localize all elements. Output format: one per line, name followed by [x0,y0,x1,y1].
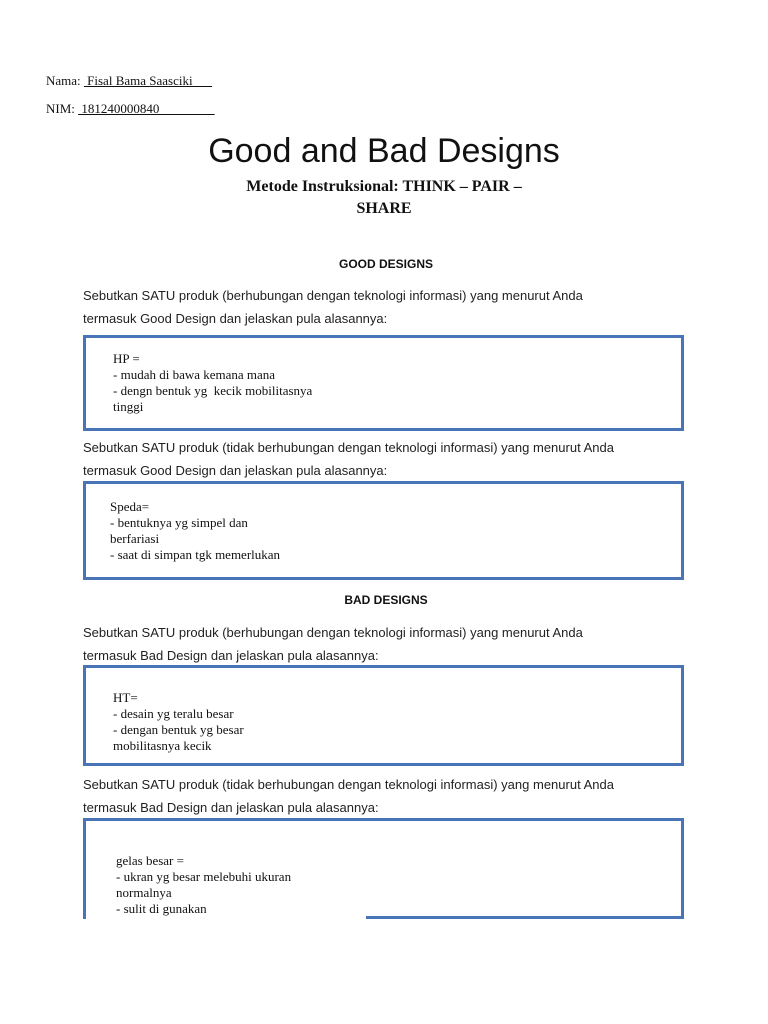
answer-line: - dengan bentuk yg besar [113,722,244,737]
answer-line: - mudah di bawa kemana mana [113,367,276,382]
answer-line: - bentuknya yg simpel dan [110,515,248,530]
subtitle-line-1: Metode Instruksional: THINK – PAIR – [246,178,522,195]
bad-answer-1 [113,690,244,754]
answer-line: normalnya [116,885,172,900]
bad-question-1 [83,621,683,667]
bad-question-2 [83,773,683,819]
answer-line: mobilitasnya kecik [113,738,212,753]
nim-field [46,101,215,117]
bad-answer-2-box[interactable] [83,818,684,919]
name-field [46,73,212,89]
good-answer-2 [110,499,280,563]
bad-question-1-line-2: termasuk Bad Design dan jelaskan pula alasannya: [83,648,379,663]
bad-designs-heading: BAD DESIGNS [344,593,428,607]
bad-question-2-line-2: termasuk Bad Design dan jelaskan pula alasannya: [83,800,379,815]
answer-line: tinggi [113,399,144,414]
answer-line: gelas besar = [116,853,184,868]
subtitle-line-2: SHARE [356,200,412,217]
good-question-2 [83,436,683,482]
nim-value: 181240000840 [78,101,215,116]
answer-line: - desain yg teralu besar [113,706,234,721]
good-answer-1 [113,351,312,415]
answer-line: - dengn bentuk yg kecik mobilitasnya [113,383,313,398]
bad-question-2-line-1: Sebutkan SATU produk (tidak berhubungan dengan teknologi informasi) yang menurut Anda [83,777,614,792]
good-question-1-line-1: Sebutkan SATU produk (berhubungan dengan teknologi informasi) yang menurut Anda [83,288,583,303]
answer-line: HT= [113,690,138,705]
bad-answer-2 [116,853,291,917]
name-value: Fisal Bama Saasciki [83,73,213,88]
answer-line: - sulit di gunakan [116,901,207,916]
name-label: Nama: [46,73,81,88]
good-question-1 [83,284,683,330]
answer-line: - ukran yg besar melebuhi ukuran [116,869,292,884]
good-answer-2-box[interactable] [83,481,684,580]
box-bottom-border [366,916,684,919]
bad-answer-1-box[interactable] [83,665,684,766]
good-answer-1-box[interactable] [83,335,684,431]
answer-line: Speda= [110,499,150,514]
good-question-2-line-1: Sebutkan SATU produk (tidak berhubungan dengan teknologi informasi) yang menurut Anda [83,440,614,455]
good-designs-heading: GOOD DESIGNS [338,257,433,271]
good-question-1-line-2: termasuk Good Design dan jelaskan pula alasannya: [83,311,388,326]
answer-line: HP = [113,351,140,366]
nim-label: NIM: [46,101,75,116]
bad-question-1-line-1: Sebutkan SATU produk (berhubungan dengan teknologi informasi) yang menurut Anda [83,625,583,640]
answer-line: - saat di simpan tgk memerlukan [110,547,281,562]
page-title: Good and Bad Designs [208,132,560,170]
page-subtitle [0,176,768,220]
good-question-2-line-2: termasuk Good Design dan jelaskan pula alasannya: [83,463,388,478]
answer-line: berfariasi [110,531,160,546]
